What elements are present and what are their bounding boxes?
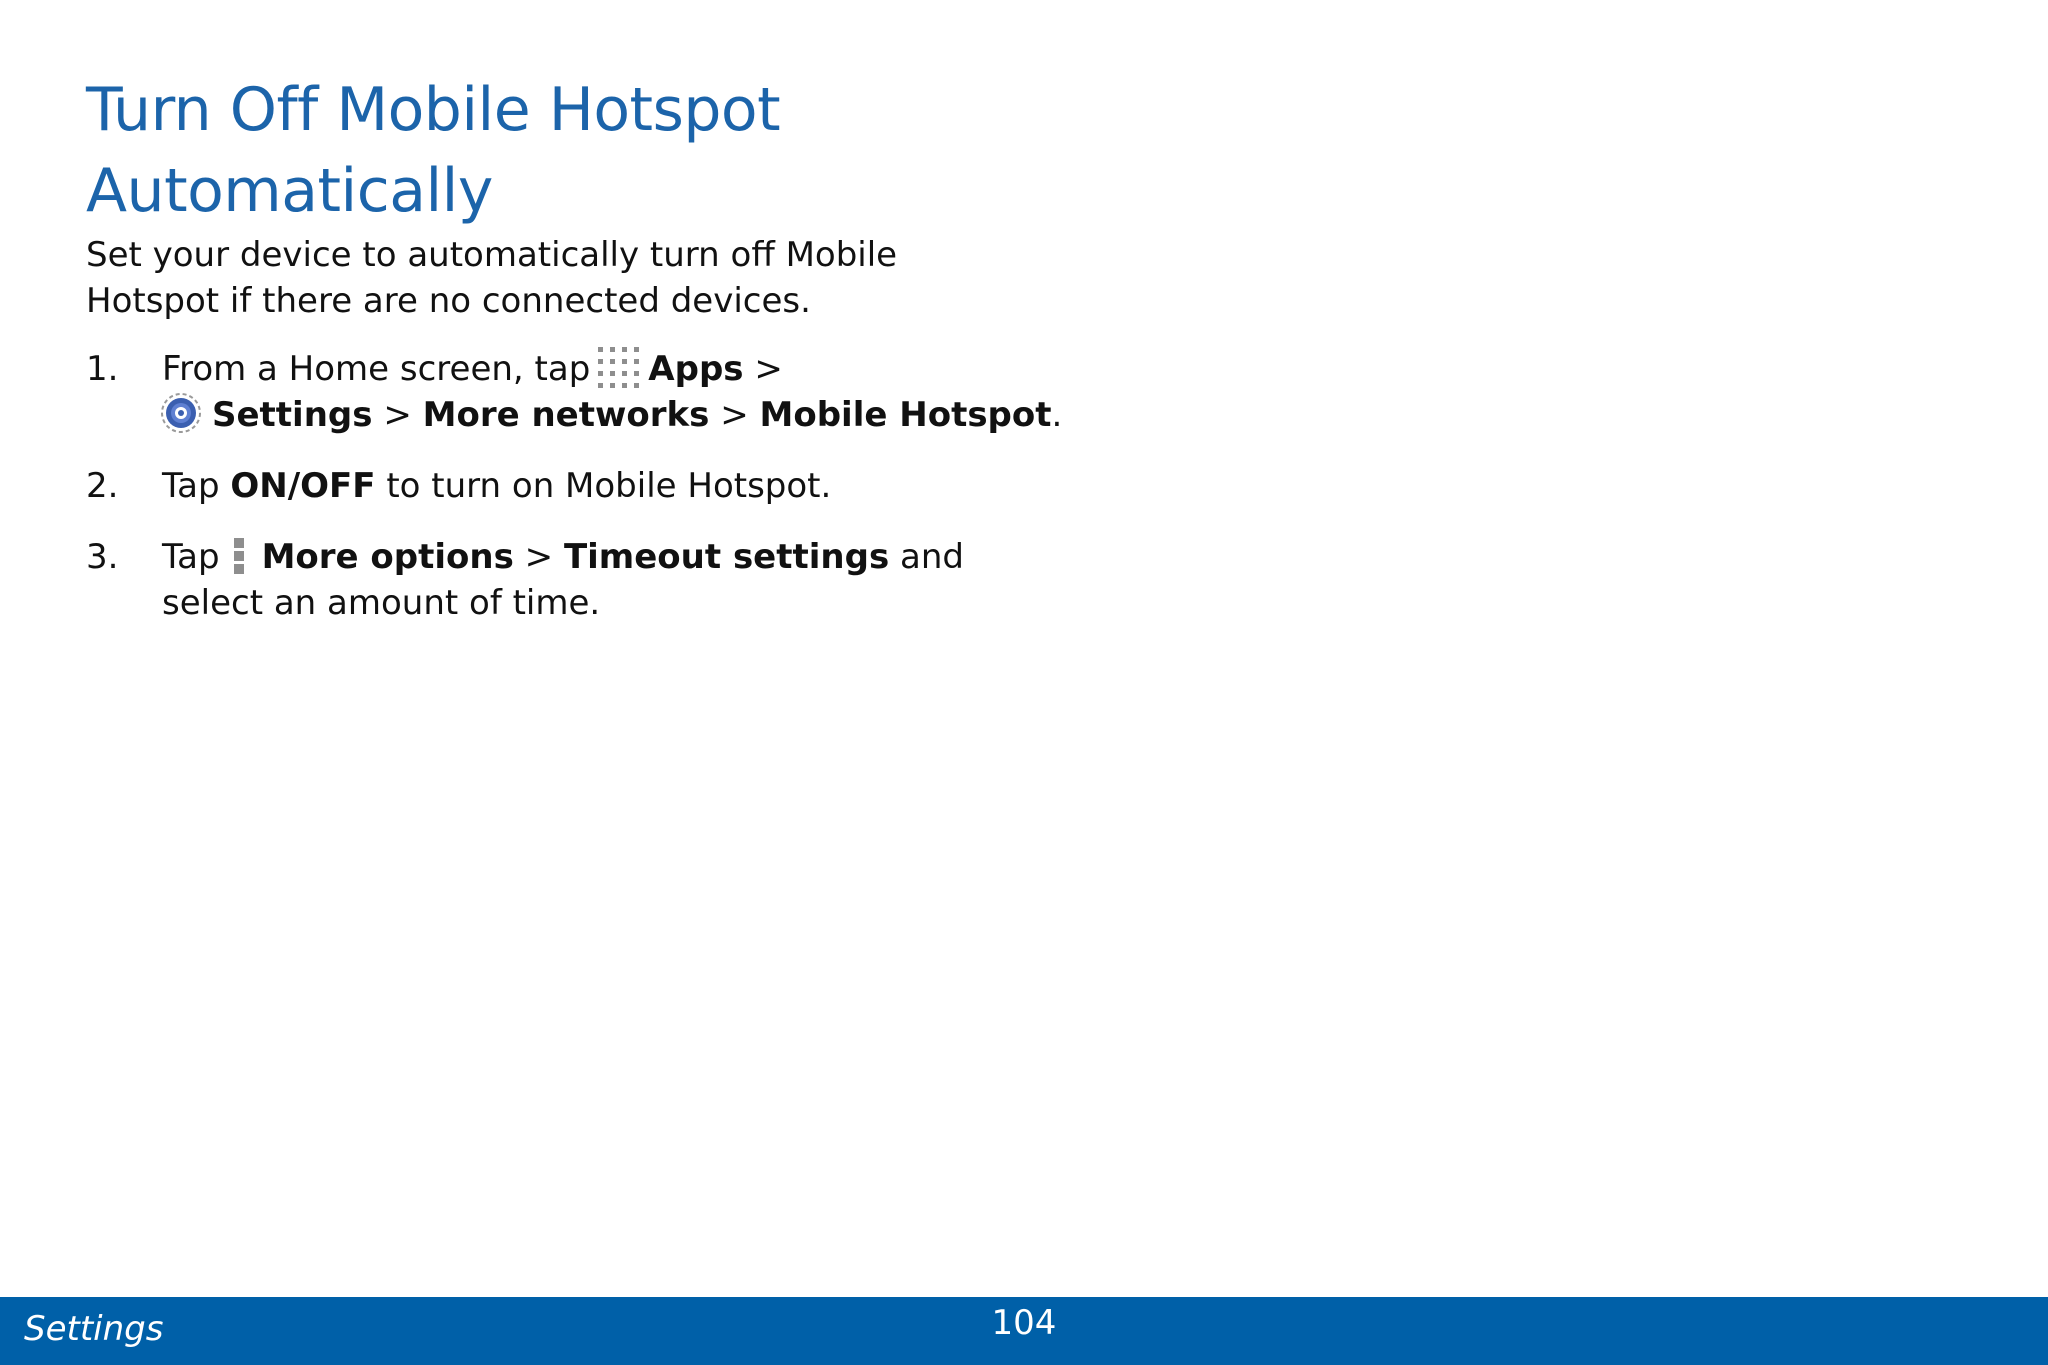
step-1-separator-2: > (383, 395, 412, 435)
settings-gear-icon (160, 392, 202, 434)
step-2-number: 2. (86, 466, 119, 506)
step-3 (86, 534, 1186, 626)
timeout-settings-label: Timeout settings (563, 537, 890, 577)
step-1-number: 1. (86, 349, 119, 389)
step-2-text-b: to turn on Mobile Hotspot. (386, 466, 832, 506)
step-1-text: From a Home screen, tap (162, 349, 591, 389)
on-off-label: ON/OFF (230, 466, 376, 506)
mobile-hotspot-label: Mobile Hotspot (759, 395, 1052, 435)
step-3-text-c: select an amount of time. (162, 583, 601, 623)
step-1-period: . (1051, 395, 1063, 435)
step-2-text-a: Tap (162, 466, 220, 506)
footer-bar (0, 1297, 2048, 1365)
intro-line-1: Set your device to automatically turn off Mobile (86, 235, 898, 275)
intro-paragraph (86, 232, 986, 324)
more-networks-label: More networks (422, 395, 710, 435)
step-3-text-b: and (900, 537, 964, 577)
step-1 (86, 346, 1186, 438)
steps-list (86, 346, 1186, 651)
step-3-separator-1: > (524, 537, 554, 577)
page-title (86, 70, 1186, 232)
footer-section-name: Settings (24, 1309, 164, 1349)
title-line-1: Turn Off Mobile Hotspot (86, 75, 781, 145)
step-2 (86, 463, 1186, 509)
intro-line-2: Hotspot if there are no connected devices. (86, 281, 811, 321)
apps-label: Apps (648, 349, 744, 389)
step-3-text-a: Tap (162, 537, 220, 577)
step-1-separator-3: > (720, 395, 749, 435)
more-options-icon (232, 537, 246, 575)
title-line-2: Automatically (86, 156, 493, 226)
more-options-label: More options (261, 537, 514, 577)
settings-label: Settings (212, 395, 373, 435)
step-3-number: 3. (86, 537, 119, 577)
apps-grid-icon (596, 345, 640, 389)
step-1-separator-1: > (754, 349, 783, 389)
page-number: 104 (991, 1303, 1057, 1343)
